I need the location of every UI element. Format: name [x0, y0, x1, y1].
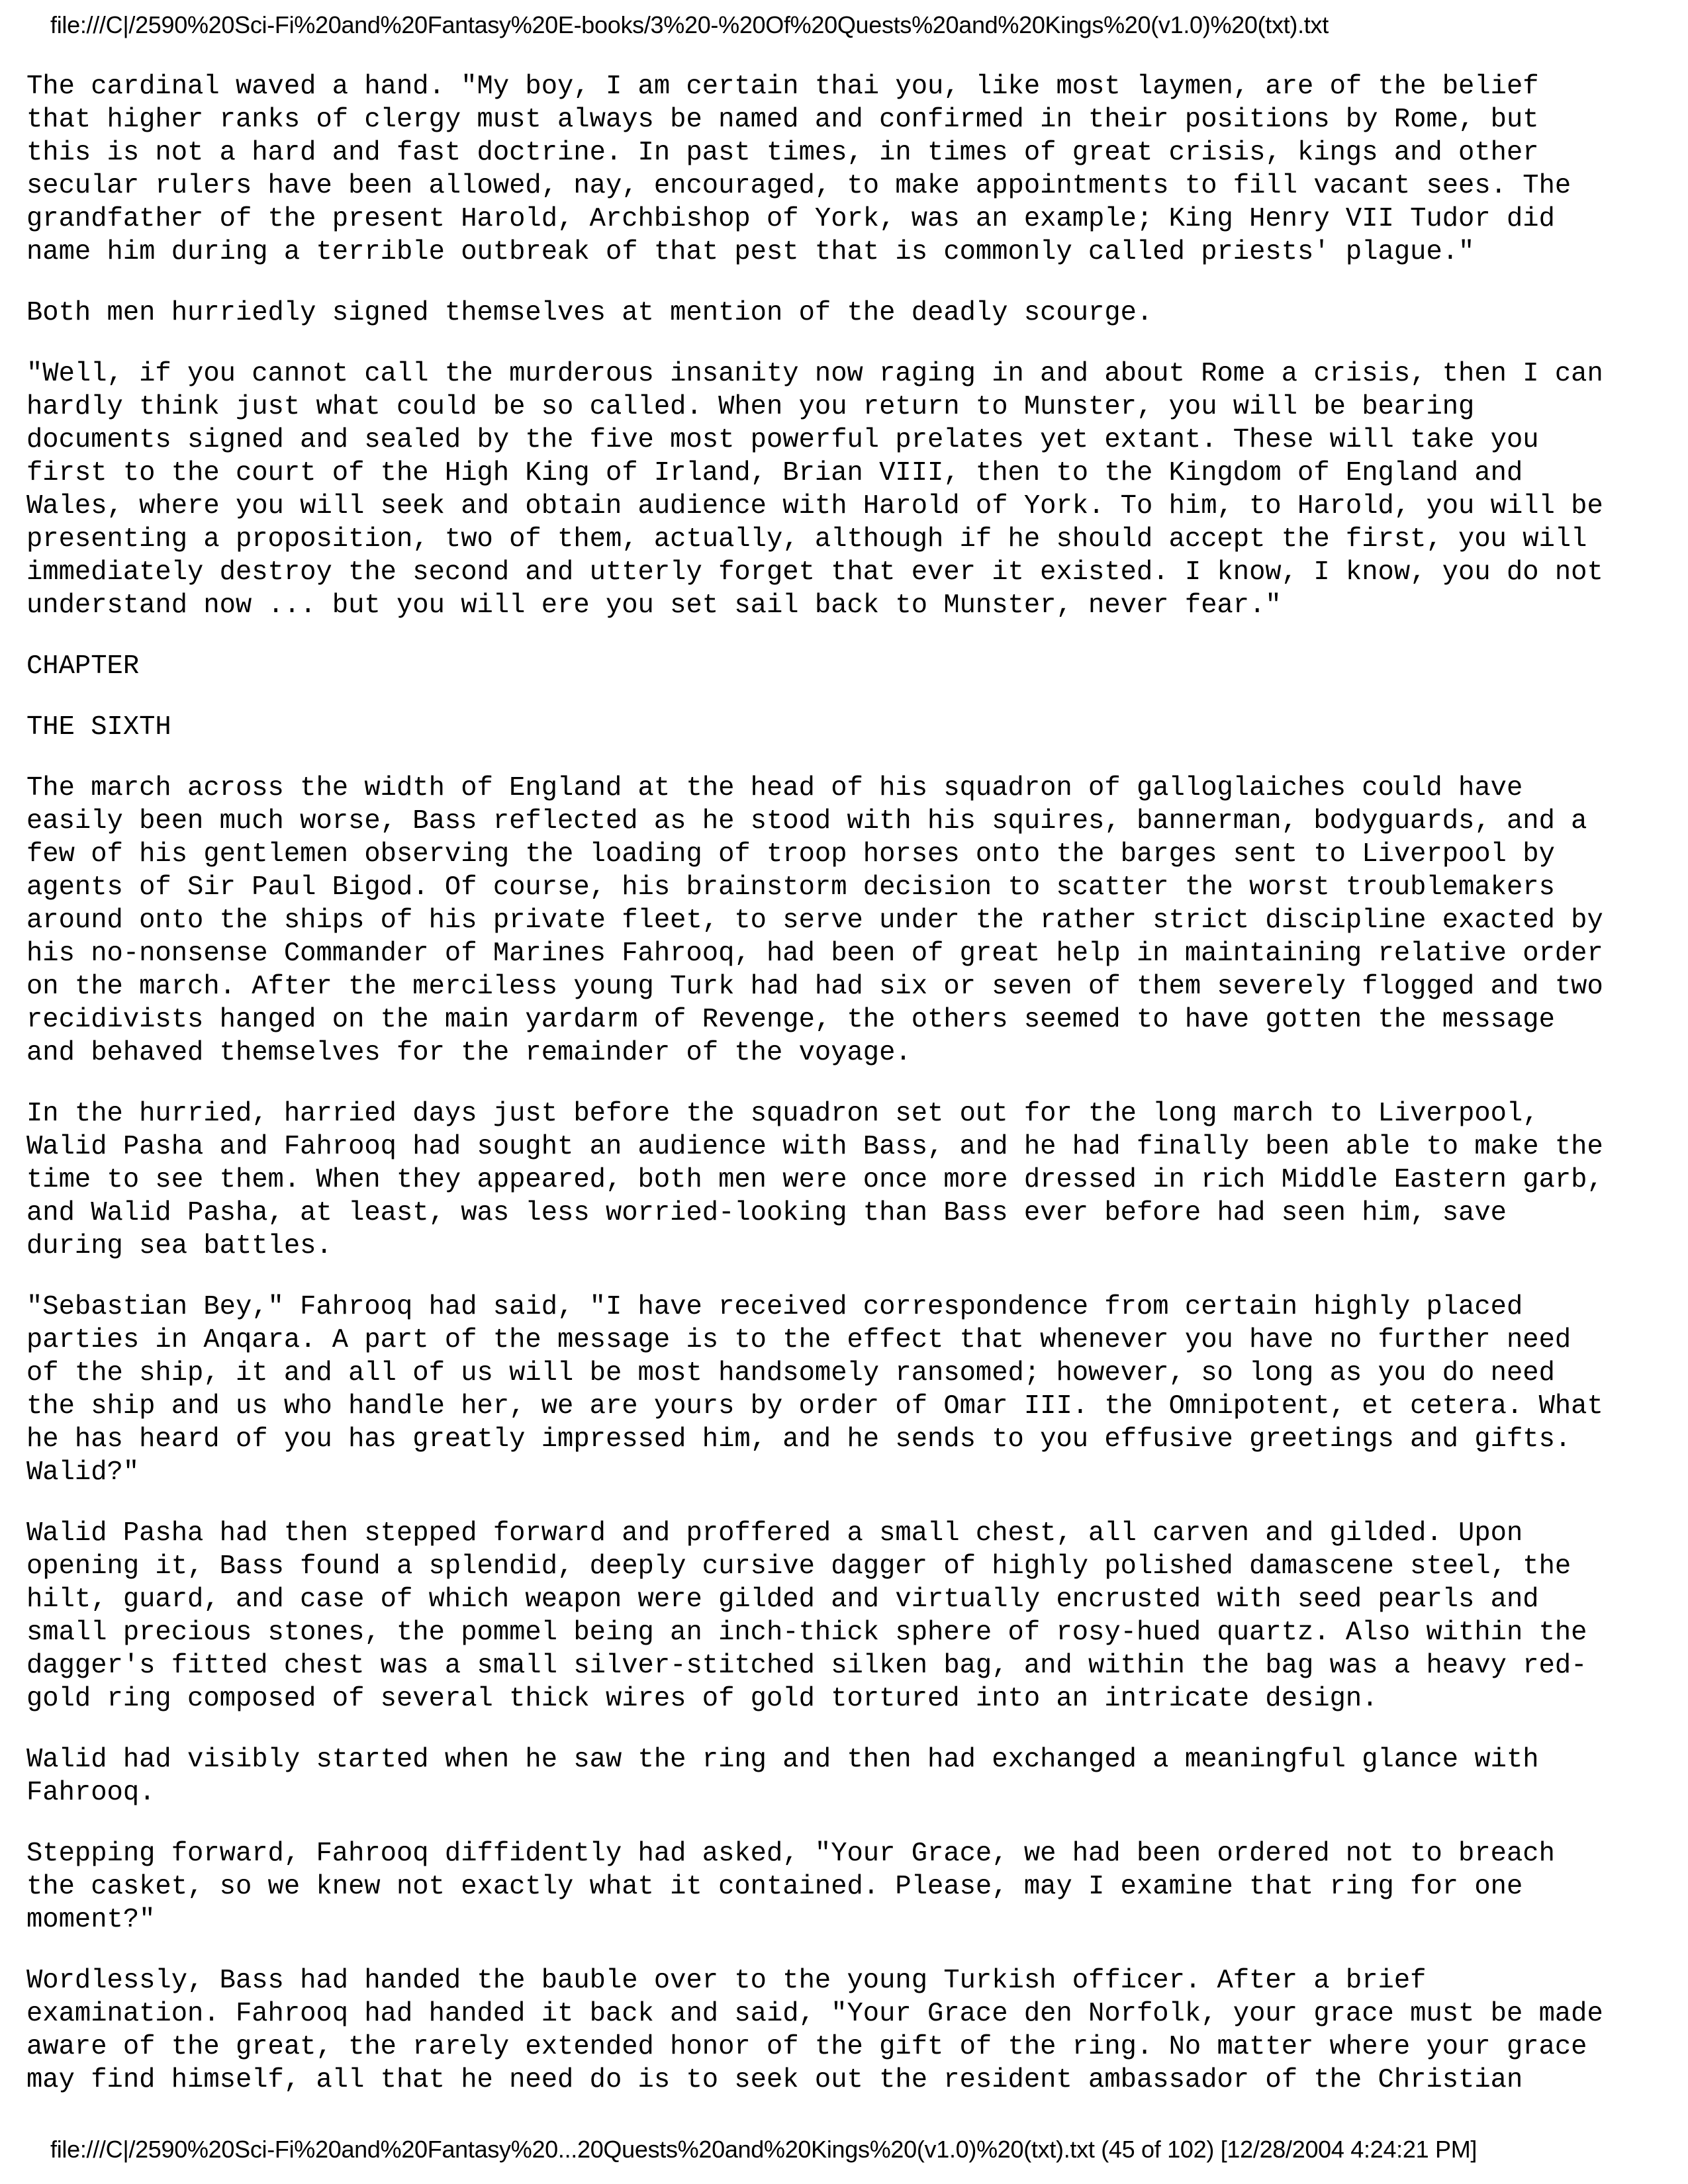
chapter-subheading: THE SIXTH	[26, 712, 171, 743]
paragraph-march-across-england: The march across the width of England at the head of his squadron of galloglaiches could have easily been much worse, Bass reflected as he stood with his squires, bannerman, bodyguards, and a few of his gentlemen observing the loading of troop horses onto the barges sent to Liverpool by agents of Sir Paul Bigod. Of course, his brainstorm decision to scatter the worst troublemakers around onto the ships of his private fleet, to serve under the rather strict discipline exacted by his no-nonsense Commander of Marines Fahrooq, had been of great help in maintaining relative order on the march. After the merciless young Turk had had six or seven of them severely flogged and two recidivists hanged on the main yardarm of Revenge, the others seemed to have gotten the message and behaved themselves for the remainder of the voyage.	[26, 773, 1603, 1068]
paragraph-hurried-days: In the hurried, harried days just before the squadron set out for the long march to Liverpool, Walid Pasha and Fahrooq had sought an audience with Bass, and he had finally been able to make the time to see them. When they appeared, both men were once more dressed in rich Middle Eastern garb, and Walid Pasha, at least, was less worried-looking than Bass ever before had seen him, save during sea battles.	[26, 1099, 1603, 1261]
paragraph-fahrooq-asked: Stepping forward, Fahrooq diffidently had asked, "Your Grace, we had been ordered not to breach the casket, so we knew not exactly what it contained. Please, may I examine that ring for one moment?"	[26, 1839, 1555, 1935]
document-body	[26, 70, 1668, 2124]
paragraph-signed-themselves: Both men hurriedly signed themselves at mention of the deadly scourge.	[26, 298, 1153, 328]
chapter-heading: CHAPTER	[26, 651, 140, 682]
paragraph-munster-documents: "Well, if you cannot call the murderous insanity now raging in and about Rome a crisis, then I can hardly think just what could be so called. When you return to Munster, you will be bearing documents signed and sealed by the five most powerful prelates yet extant. These will take you first to the court of the High King of Irland, Brian VIII, then to the Kingdom of England and Wales, where you will seek and obtain audience with Harold of York. To him, to Harold, you will be presenting a proposition, two of them, actually, although if he should accept the first, you will immediately destroy the second and utterly forget that ever it existed. I know, I know, you do not understand now ... but you will ere you set sail back to Munster, never fear."	[26, 359, 1603, 621]
paragraph-bauble-handed: Wordlessly, Bass had handed the bauble over to the young Turkish officer. After a brief examination. Fahrooq had handed it back and said, "Your Grace den Norfolk, your grace must be made aware of the great, the rarely extended honor of the gift of the ring. No matter where your grace may find himself, all that he need do is to seek out the resident ambassador of the Christian	[26, 1966, 1603, 2095]
paragraph-walid-started: Walid had visibly started when he saw the ring and then had exchanged a meaningful glance with Fahrooq.	[26, 1745, 1539, 1808]
paragraph-carven-chest: Walid Pasha had then stepped forward and proffered a small chest, all carven and gilded. Upon opening it, Bass found a splendid, deeply cursive dagger of highly polished damascene steel, the hilt, guard, and case of which weapon were gilded and virtually encrusted with seed pearls and small precious stones, the pommel being an inch-thick sphere of rosy-hued quartz. Also within the dagger's fitted chest was a small silver-stitched silken bag, and within the bag was a heavy red- gold ring composed of several thick wires of gold tortured into an intricate design.	[26, 1518, 1587, 1714]
paragraph-cardinal-speech: The cardinal waved a hand. "My boy, I am certain thai you, like most laymen, are of the belief that higher ranks of clergy must always be named and confirmed in their positions by Rome, but this is not a hard and fast doctrine. In past times, in times of great crisis, kings and other secular rulers have been allowed, nay, encouraged, to make appointments to fill vacant sees. The grandfather of the present Harold, Archbishop of York, was an example; King Henry VII Tudor did name him during a terrible outbreak of that pest that is commonly called priests' plague."	[26, 71, 1571, 267]
paragraph-sebastian-bey: "Sebastian Bey," Fahrooq had said, "I have received correspondence from certain highly placed parties in Anqara. A part of the message is to the effect that whenever you have no further need of the ship, it and all of us will be most handsomely ransomed; however, so long as you do need the ship and us who handle her, we are yours by order of Omar III. the Omnipotent, et cetera. What he has heard of you has greatly impressed him, and he sends to you effusive greetings and gifts. Walid?"	[26, 1292, 1603, 1488]
page-footer-url: file:///C|/2590%20Sci-Fi%20and%20Fantasy%20...20Quests%20and%20Kings%20(v1.0)%20(txt).txt (45 of 102) [12/28/2004 4:24:21 PM]	[50, 2136, 1477, 2163]
page-header-url: file:///C|/2590%20Sci-Fi%20and%20Fantasy%20E-books/3%20-%20Of%20Quests%20and%20Kings%20(v1.0)%20(txt).txt	[50, 11, 1329, 38]
